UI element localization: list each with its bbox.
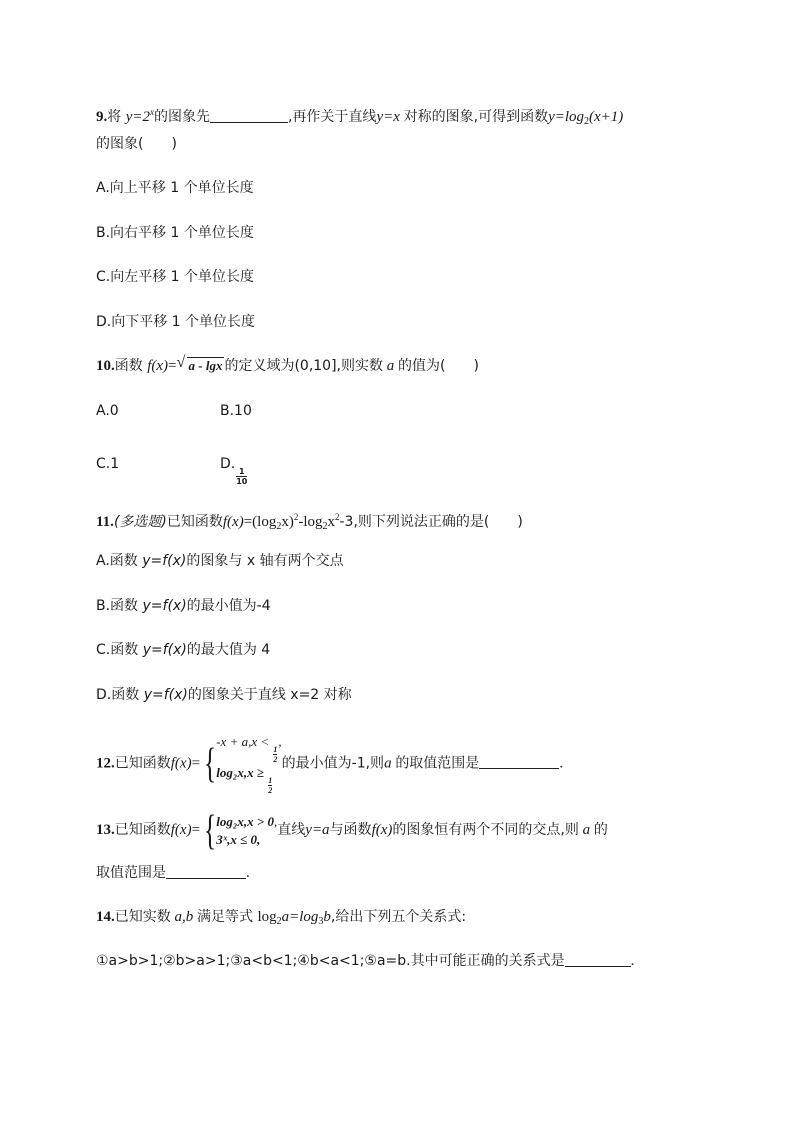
answer-blank[interactable] xyxy=(479,754,559,769)
question-9-line-1: 9.将 $y=2^x$的图象先 ,再作关于直线y=x 对称的图象,可得到函数$y=\log_2(x+1)$ xyxy=(96,107,624,127)
question-10-stem: 10.函数 f(x)= √ a - lgx 的定义域为(0,10],则实数 a 的值为( ) xyxy=(96,354,479,374)
answer-blank[interactable] xyxy=(210,108,288,123)
question-10-option-b[interactable]: B.10 xyxy=(220,403,252,419)
question-11-option-a[interactable]: A.函数 y=f(x)的图象与 x 轴有两个交点 xyxy=(96,553,344,569)
question-9-option-a[interactable]: A.向上平移 1 个单位长度 xyxy=(96,180,254,196)
answer-blank[interactable] xyxy=(166,864,246,879)
radical-sign-icon: √ xyxy=(176,354,186,371)
question-10-options-row-1 xyxy=(96,401,252,421)
question-9-option-d[interactable]: D.向下平移 1 个单位长度 xyxy=(96,314,256,330)
question-9-option-b[interactable]: B.向右平移 1 个单位长度 xyxy=(96,225,254,241)
question-10-options-row-2 xyxy=(96,454,248,486)
question-12-stem: 12.已知函数f(x)={ -x + a,x < $\frac{1}{2}$ , log₂x,x ≥ $\frac{1}{2}$ 的最小值为-1,则a 的取值范围是 . xyxy=(96,734,564,795)
piecewise-function: { log₂x,x > 0, 3ˣ,x ≤ 0, xyxy=(204,808,278,855)
question-11-option-b[interactable]: B.函数 y=f(x)的最小值为-4 xyxy=(96,598,271,614)
question-11-option-c[interactable]: C.函数 y=f(x)的最大值为 4 xyxy=(96,642,271,658)
question-14-line-1: 14.已知实数 a,b 满足等式 $\log_2a=\log_3b$,给出下列五个关系式: xyxy=(96,909,467,927)
question-14-line-2: ①a>b>1;②b>a>1;③a<b<1;④b<a<1;⑤a=b.其中可能正确的关系式是 . xyxy=(96,953,635,969)
question-11-option-d[interactable]: D.函数 y=f(x)的图象关于直线 x=2 对称 xyxy=(96,687,352,703)
left-brace-icon: { xyxy=(204,741,217,787)
question-13-line-1: 13.已知函数f(x)={ log₂x,x > 0, 3ˣ,x ≤ 0, 直线y=a与函数f(x)的图象恒有两个不同的交点,则 a 的 xyxy=(96,808,608,855)
question-11-stem: 11.(多选题)已知函数$f(x)=(\log_2x)^2-\log_2x^2-3$,则下列说法正确的是( ) xyxy=(96,512,523,532)
answer-blank[interactable] xyxy=(565,952,631,967)
question-13-line-2: 取值范围是 . xyxy=(96,865,250,881)
question-10-option-c[interactable]: C.1 xyxy=(96,456,120,472)
question-10-option-a[interactable]: A.0 xyxy=(96,403,119,419)
question-10-option-d[interactable]: D. $\frac{1}{10}$ xyxy=(220,456,248,486)
question-9-option-c[interactable]: C.向左平移 1 个单位长度 xyxy=(96,269,255,285)
fraction: $\frac{1}{10}$ xyxy=(236,467,248,486)
left-brace-icon: { xyxy=(204,808,217,855)
question-9-line-2: 的图象( ) xyxy=(96,136,177,152)
square-root: √ a - lgx xyxy=(176,354,223,373)
piecewise-function: { -x + a,x < $\frac{1}{2}$ , log₂x,x ≥ $\frac{1}{2}$ xyxy=(204,734,282,795)
